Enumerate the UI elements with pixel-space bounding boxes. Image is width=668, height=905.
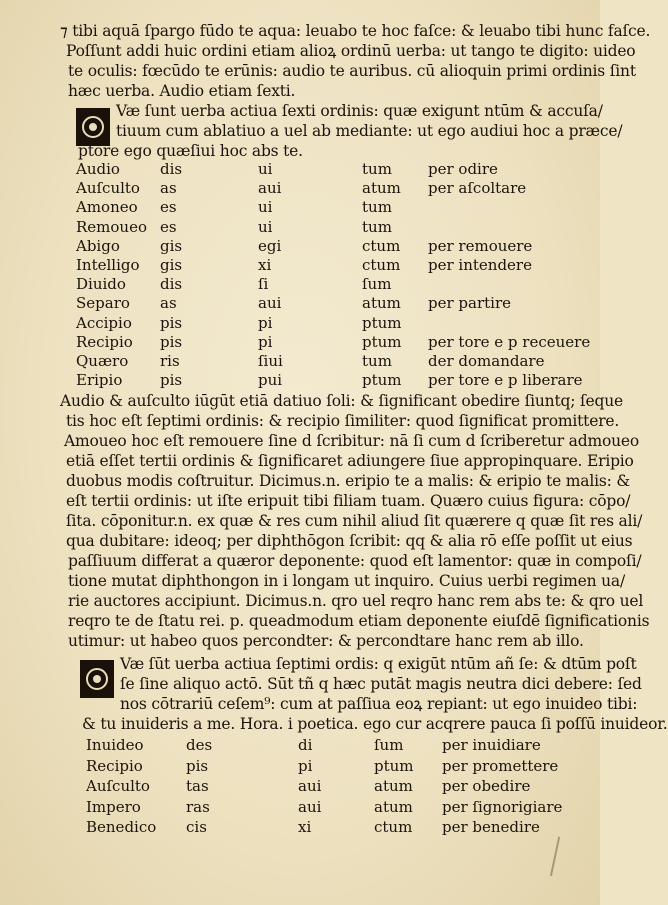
cell-verb: Audio bbox=[76, 160, 120, 178]
cell-perfect: xi bbox=[298, 818, 312, 836]
cell-supine: tum bbox=[362, 160, 392, 178]
text-line: hæc uerba. Audio etiam ſexti. bbox=[68, 82, 296, 100]
text-line: Væ ſunt uerba actiua ſexti ordinis: quæ exigunt ntūm & accuſa/ bbox=[116, 102, 603, 120]
table-row bbox=[0, 371, 600, 389]
cell-perfect: pi bbox=[258, 332, 273, 351]
cell-perfect: ſi bbox=[258, 275, 269, 294]
cell-supine: tum bbox=[362, 198, 392, 217]
cell-supine: ptum bbox=[362, 332, 402, 351]
cell-perfect: egi bbox=[258, 236, 282, 255]
decorated-initial bbox=[76, 108, 110, 146]
cell-ending: pis bbox=[160, 313, 183, 332]
cell-verb: Accipio bbox=[76, 313, 132, 332]
cell-gloss: per obedire bbox=[442, 777, 531, 795]
cell-perfect: aui bbox=[258, 179, 282, 198]
text-line: Væ ſūt uerba actiua ſeptimi ordis: q exigūt ntūm añ ſe: & dtūm poſt bbox=[120, 655, 637, 673]
text-line: tiuum cum ablatiuo a uel ab mediante: ut ego audiui hoc a præce/ bbox=[116, 122, 623, 140]
table-row bbox=[0, 160, 600, 178]
cell-verb: Separo bbox=[76, 294, 130, 313]
table-row bbox=[0, 333, 600, 351]
cell-verb: Recipio bbox=[76, 332, 133, 351]
cell-ending: ras bbox=[186, 797, 210, 816]
table-row bbox=[0, 757, 600, 775]
cell-perfect: ſiui bbox=[258, 352, 283, 370]
cell-ending: as bbox=[160, 294, 177, 313]
cell-perfect: aui bbox=[258, 294, 282, 313]
text-line: ptore ego quæſiui hoc abs te. bbox=[78, 142, 303, 160]
cell-perfect: di bbox=[298, 736, 313, 754]
cell-gloss: per tore e p receuere bbox=[428, 332, 591, 351]
cell-perfect: aui bbox=[298, 777, 322, 795]
text-line: duobus modis coſtruitur. Dicimus.n. eripio te a malis: & eripio te malis: & bbox=[66, 472, 630, 490]
cell-gloss: per remouere bbox=[428, 236, 533, 255]
table-row bbox=[0, 237, 600, 255]
cell-ending: es bbox=[160, 198, 177, 217]
cell-ending: gis bbox=[160, 256, 183, 274]
cell-gloss: der domandare bbox=[428, 352, 545, 370]
cell-verb: Quæro bbox=[76, 352, 129, 370]
table-row bbox=[0, 179, 600, 197]
rosette-ornament bbox=[82, 116, 104, 138]
table-row bbox=[0, 352, 600, 370]
table-row bbox=[0, 218, 600, 236]
cell-verb: Impero bbox=[86, 797, 141, 816]
cell-gloss: per intendere bbox=[428, 256, 532, 274]
text-line: Audio & auſculto iūgūt etiā datiuo ſoli: & ſignificant obedire ſiuntq; ſeque bbox=[60, 392, 623, 410]
text-line: qua dubitare: ideoq; per diphthōgon ſcribit: qq & alia rō eſſe poſſit ut eius bbox=[66, 532, 633, 550]
cell-gloss: per tore e p liberare bbox=[428, 371, 583, 390]
cell-supine: ctum bbox=[362, 236, 401, 255]
text-line: utimur: ut habeo quos percondter: & percondtare hanc rem ab illo. bbox=[68, 632, 584, 650]
cell-verb: Benedico bbox=[86, 818, 157, 836]
cell-ending: dis bbox=[160, 275, 183, 294]
cell-perfect: ui bbox=[258, 198, 273, 217]
cell-gloss: per ſignorigiare bbox=[442, 797, 563, 816]
cell-perfect: ui bbox=[258, 160, 273, 178]
text-line: nos cōtrariū ceſem⁹: cum at paſſiua eoꝝ repiant: ut ego inuideo tibi: bbox=[120, 695, 638, 713]
text-line: Amoueo hoc eſt remouere ſine d ſcribitur: nā ſi cum d ſcriberetur admoueo bbox=[64, 432, 639, 450]
text-line: tione mutat diphthongon in i longam ut inquiro. Cuius uerbi regimen ua/ bbox=[68, 572, 625, 590]
cell-supine: tum bbox=[362, 352, 392, 370]
cell-ending: as bbox=[160, 179, 177, 198]
cell-perfect: pui bbox=[258, 371, 283, 390]
cell-perfect: pi bbox=[298, 756, 313, 775]
cell-verb: Abigo bbox=[76, 236, 120, 255]
rosette-ornament bbox=[86, 668, 108, 690]
cell-perfect: aui bbox=[298, 797, 322, 816]
decorated-initial bbox=[80, 660, 114, 698]
cell-supine: ptum bbox=[362, 313, 402, 332]
text-line: ⁊ tibi aquā ſpargo fūdo te aqua: leuabo te hoc faſce: & leuabo tibi hunc faſce. bbox=[60, 22, 651, 40]
cell-supine: atum bbox=[374, 777, 413, 795]
cell-gloss: per partire bbox=[428, 294, 512, 313]
cell-verb: Diuido bbox=[76, 275, 126, 294]
text-line: & tu inuideris a me. Hora. i poetica. ego cur acqrere pauca ſi poſſū inuideor. bbox=[82, 715, 668, 733]
table-row bbox=[0, 275, 600, 293]
cell-ending: cis bbox=[186, 818, 207, 836]
cell-ending: des bbox=[186, 736, 213, 754]
cell-gloss: per promettere bbox=[442, 756, 559, 775]
text-line: paſſiuum differat a quæror deponente: quod eſt lamentor: quæ in compoſi/ bbox=[68, 552, 642, 570]
cell-verb: Intelligo bbox=[76, 256, 140, 274]
cell-verb: Eripio bbox=[76, 371, 123, 390]
table-row bbox=[0, 736, 600, 754]
cell-verb: Recipio bbox=[86, 756, 143, 775]
table-row bbox=[0, 256, 600, 274]
table-row bbox=[0, 818, 600, 836]
cell-ending: pis bbox=[160, 371, 183, 390]
cell-supine: ctum bbox=[362, 256, 401, 274]
cell-ending: pis bbox=[186, 756, 209, 775]
cell-gloss: per benedire bbox=[442, 818, 540, 836]
table-row bbox=[0, 798, 600, 816]
text-line: tis hoc eſt ſeptimi ordinis: & recipio ſimiliter: quod ſignificat promittere. bbox=[66, 412, 620, 430]
cell-perfect: ui bbox=[258, 217, 273, 236]
cell-verb: Inuideo bbox=[86, 736, 144, 754]
text-line: Poſſunt addi huic ordini etiam alioꝝ ordinū uerba: ut tango te digito: uideo bbox=[66, 42, 636, 60]
cell-supine: atum bbox=[362, 179, 401, 198]
cell-verb: Remoueo bbox=[76, 217, 147, 236]
cell-verb: Auſculto bbox=[76, 179, 140, 198]
cell-supine: ctum bbox=[374, 818, 413, 836]
cell-perfect: pi bbox=[258, 313, 273, 332]
margin-mark bbox=[550, 837, 566, 878]
cell-ending: dis bbox=[160, 160, 183, 178]
cell-ending: es bbox=[160, 217, 177, 236]
cell-perfect: xi bbox=[258, 256, 272, 274]
cell-supine: atum bbox=[362, 294, 401, 313]
text-line: etiā eſſet tertii ordinis & ſignificaret adiungere ſiue appropinquare. Eripio bbox=[66, 452, 634, 470]
cell-supine: atum bbox=[374, 797, 413, 816]
cell-supine: ptum bbox=[362, 371, 402, 390]
cell-verb: Auſculto bbox=[86, 777, 150, 795]
cell-supine: ſum bbox=[374, 736, 404, 754]
cell-ending: ris bbox=[160, 352, 180, 370]
cell-verb: Amoneo bbox=[76, 198, 138, 217]
text-line: rie auctores accipiunt. Dicimus.n. qro uel reqro hanc rem abs te: & qro uel bbox=[68, 592, 644, 610]
cell-supine: tum bbox=[362, 217, 392, 236]
table-row bbox=[0, 198, 600, 216]
text-line: ſe ſine aliquo actō. Sūt tñ q hæc putāt magis neutra dici debere: ſed bbox=[120, 675, 642, 693]
cell-supine: ptum bbox=[374, 756, 414, 775]
cell-ending: gis bbox=[160, 236, 183, 255]
text-line: ſita. cōponitur.n. ex quæ & res cum nihil aliud ſit quærere q quæ ſit res ali/ bbox=[66, 512, 643, 530]
text-line: reqro te de ſtatu rei. p. queadmodum etiam deponente eiuſdē ſignificationis bbox=[68, 612, 650, 630]
table-row bbox=[0, 294, 600, 312]
text-line: te oculis: fœcūdo te erūnis: audio te auribus. cū alioquin primi ordinis ſint bbox=[68, 62, 636, 80]
cell-gloss: per odire bbox=[428, 160, 498, 178]
cell-supine: ſum bbox=[362, 275, 392, 294]
cell-gloss: per inuidiare bbox=[442, 736, 541, 754]
text-line: eſt tertii ordinis: ut iſte eripuit tibi filiam tuam. Quæro cuius figura: cōpo/ bbox=[66, 492, 631, 510]
cell-gloss: per aſcoltare bbox=[428, 179, 527, 198]
cell-ending: tas bbox=[186, 777, 209, 795]
table-row bbox=[0, 777, 600, 795]
cell-ending: pis bbox=[160, 332, 183, 351]
table-row bbox=[0, 314, 600, 332]
